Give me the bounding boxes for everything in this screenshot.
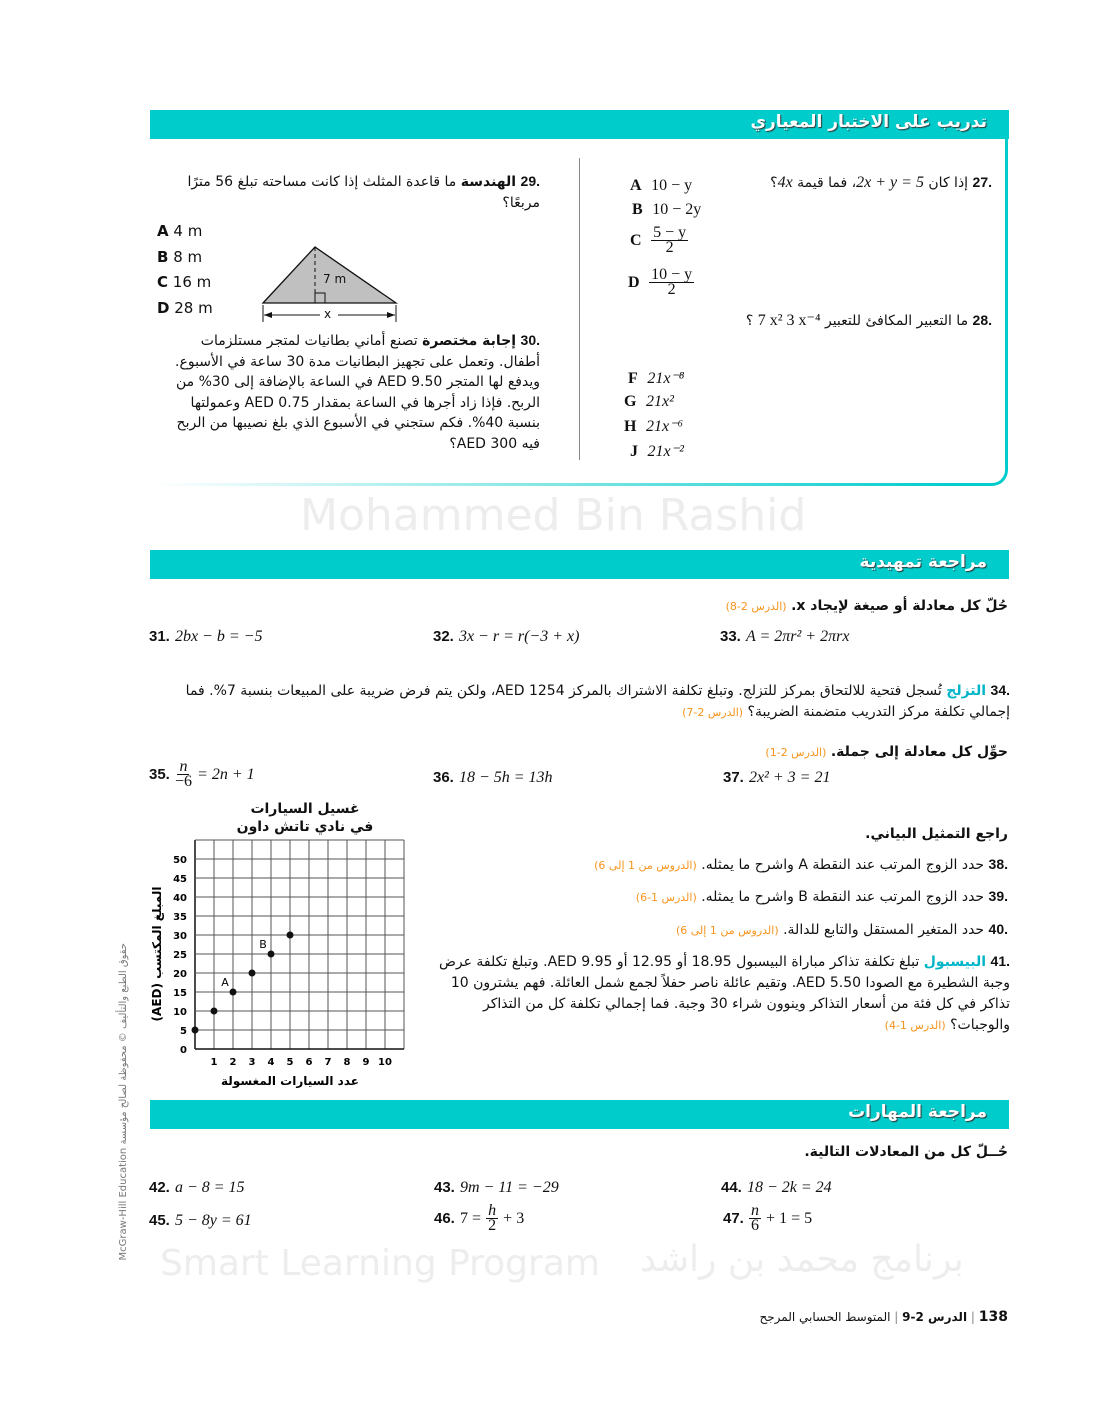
answer-item: 46. 7 = $\frac{h}{2}$ + 3 xyxy=(434,1202,525,1234)
answer-item: G 21x² xyxy=(624,393,674,410)
x-tick-label: 2 xyxy=(229,1057,237,1068)
y-tick-label: 40 xyxy=(173,893,187,904)
question-41: .41 البيسبول تبلغ تكلفة تذاكر مباراة البيسبول 18.95 أو 12.95 أو AED 9.95. وتبلغ تكلفة عرض وجبة الشطيرة مع الصودا AED 5.50. وتقيم عائلة ناصر حفلاً لجمع شمل العائلة. فهم يشترون 10 تذاكر في كل فئة من أسعار التذاكر وينوون شراء 30 وجبة. فما إجمالي تكلفة كل من التذاكر والوجبات؟ (الدرس 1-4) xyxy=(438,953,1010,1033)
data-point xyxy=(249,970,256,977)
x-tick-label: 3 xyxy=(248,1057,256,1068)
question-30: .30 إجابة مختصرة تصنع أماني بطانيات لمتجر مستلزمات أطفال. وتعمل على تجهيز البطانيات مدة 30 ساعة في الأسبوع. ويدفع لها المتجر AED 9.50 في الساعة بالإضافة إلى 30% من الربح. فإذا زاد أجرها في الساعة بمقدار AED 0.75 وعمولتها بنسبة 40%. فكم ستجني في الأسبوع الذي بلغ نصيبها من الربح فيه AED 300؟ xyxy=(175,332,540,452)
answer-item: B 10 − 2y xyxy=(632,201,702,218)
answer-item: D 28 m xyxy=(157,299,213,317)
answer-item: C 16 m xyxy=(157,273,212,291)
y-tick-label: 15 xyxy=(173,988,187,999)
answer-item: 43. 9m − 11 = −29 xyxy=(434,1179,559,1196)
x-axis-label: عدد السيارات المغسولة xyxy=(221,1074,359,1088)
section-banner-skills-review xyxy=(150,1100,1009,1129)
y-tick-label: 50 xyxy=(173,855,187,866)
answer-item: B 8 m xyxy=(157,248,203,266)
page-number: 138 xyxy=(978,1309,1008,1325)
x-tick-label: 4 xyxy=(267,1057,275,1068)
y-tick-label: 45 xyxy=(173,874,187,885)
y-tick-label: 30 xyxy=(173,931,187,942)
answer-item: 33. A = 2πr² + 2πrx xyxy=(720,628,850,645)
x-tick-label: 10 xyxy=(378,1057,392,1068)
footer-title: المتوسط الحسابي المرجح xyxy=(759,1310,891,1324)
footer-lesson: الدرس 2-9 xyxy=(902,1310,968,1324)
y-tick-label: 20 xyxy=(173,969,187,980)
question-29: .29 الهندسة ما قاعدة المثلث إذا كانت مساحته تبلغ 56 مترًا مربعًا؟ xyxy=(187,173,540,211)
answer-item: A 10 − y xyxy=(630,177,693,194)
base-label: x xyxy=(324,307,332,321)
instruction-solve-equations: حُــلّ كل من المعادلات التالية. xyxy=(804,1144,1008,1160)
x-tick-label: 9 xyxy=(362,1057,370,1068)
question-28: .28 ما التعبير المكافئ للتعبير 7 x² 3 x⁻⁴ ؟ xyxy=(745,312,992,329)
answer-item: 37. 2x² + 3 = 21 xyxy=(723,769,831,786)
watermark-line2: Smart Learning Program xyxy=(160,1243,600,1284)
height-label: 7 m xyxy=(323,272,347,286)
answer-item: 47. $\frac{n}{6}$ + 1 = 5 xyxy=(723,1202,813,1234)
question-39: .39 حدد الزوج المرتب عند النقطة B واشرح ما يمثله. (الدرس 1-6) xyxy=(635,888,1008,905)
question-38: .38 حدد الزوج المرتب عند النقطة A واشرح ما يمثله. (الدروس من 1 إلى 6) xyxy=(594,856,1008,873)
x-tick-label: 7 xyxy=(324,1057,332,1068)
side-copyright: حقوق الطبع والتأليف © محفوظة لصالح مؤسسة McGraw-Hill Education xyxy=(118,943,129,1261)
x-tick-label: 1 xyxy=(210,1057,218,1068)
data-point xyxy=(230,989,237,996)
answer-item: 35. $\frac{n}{-6}$ = 2n + 1 xyxy=(149,758,255,790)
instruction-translate: حوِّل كل معادلة إلى جملة. (الدرس 2-1) xyxy=(765,744,1008,760)
question-40: .40 حدد المتغير المستقل والتابع للدالة. (الدروس من 1 إلى 6) xyxy=(675,921,1008,938)
data-point xyxy=(287,932,294,939)
answer-item: 32. 3x − r = r(−3 + x) xyxy=(433,628,580,645)
y-tick-label: 5 xyxy=(180,1026,187,1037)
answer-item: C $\frac{5 - y}{2}$ xyxy=(630,224,687,256)
data-point xyxy=(268,951,275,958)
section-banner-standardized-test xyxy=(150,110,1009,139)
answer-item: H 21x⁻⁶ xyxy=(624,418,684,435)
section-title: تدريب على الاختبار المعياري xyxy=(750,112,987,132)
column-divider xyxy=(579,158,580,460)
answer-item: A 4 m xyxy=(157,222,203,240)
question-27: .27 إذا كان 2x + y = 5، فما قيمة 4x؟ xyxy=(770,174,992,191)
x-tick-label: 8 xyxy=(343,1057,351,1068)
box-bottom-line xyxy=(150,483,962,486)
answer-item: 36. 18 − 5h = 13h xyxy=(433,769,553,786)
point-label-A: A xyxy=(221,976,229,989)
answer-item: 42. a − 8 = 15 xyxy=(149,1179,245,1196)
data-point xyxy=(211,1008,218,1015)
answer-item: 45. 5 − 8y = 61 xyxy=(149,1212,252,1229)
instruction-graph: راجع التمثيل البياني. xyxy=(865,826,1008,842)
footer: 138 | الدرس 2-9 | المتوسط الحسابي المرجح xyxy=(759,1309,1008,1325)
section-title: مراجعة تمهيدية xyxy=(859,552,987,572)
answer-item: J 21x⁻² xyxy=(630,443,684,460)
watermark-arabic: برنامج محمد بن راشد xyxy=(640,1239,964,1280)
data-point xyxy=(192,1027,199,1034)
y-tick-label: 25 xyxy=(173,950,187,961)
answer-item: 44. 18 − 2k = 24 xyxy=(721,1179,832,1196)
section-banner-prerequisite-review xyxy=(150,550,1009,579)
answer-item: D $\frac{10 - y}{2}$ xyxy=(628,266,693,298)
question-34: .34 التزلج تُسجل فتحية للالتحاق بمركز للتزلج. وتبلغ تكلفة الاشتراك بالمركز AED 1254، ولكن يتم فرض ضريبة على المبيعات بنسبة 7%. فما إجمالي تكلفة مركز التدريب متضمنة الضريبة؟ (الدرس 2-7) xyxy=(185,682,1010,720)
x-tick-label: 5 xyxy=(286,1057,294,1068)
section-title: مراجعة المهارات xyxy=(848,1102,987,1122)
instruction-solve: حُلّ كل معادلة أو صيغة لإيجاد x. (الدرس 2-8) xyxy=(725,598,1008,614)
chart-title: غسيل السيارات في نادي تاتش داون xyxy=(236,801,374,835)
y-tick-label: 35 xyxy=(173,912,187,923)
answer-item: F 21x⁻⁸ xyxy=(628,370,685,387)
answer-item: 31. 2bx − b = −5 xyxy=(149,628,263,645)
point-label-B: B xyxy=(259,938,267,951)
y-tick-label: 0 xyxy=(180,1045,187,1056)
car-wash-chart xyxy=(150,838,420,1094)
y-axis-label: المبلغ المكتسب (AED) xyxy=(150,886,164,1022)
watermark-line1: Mohammed Bin Rashid xyxy=(300,490,807,541)
y-tick-label: 10 xyxy=(173,1007,187,1018)
x-tick-label: 6 xyxy=(305,1057,313,1068)
